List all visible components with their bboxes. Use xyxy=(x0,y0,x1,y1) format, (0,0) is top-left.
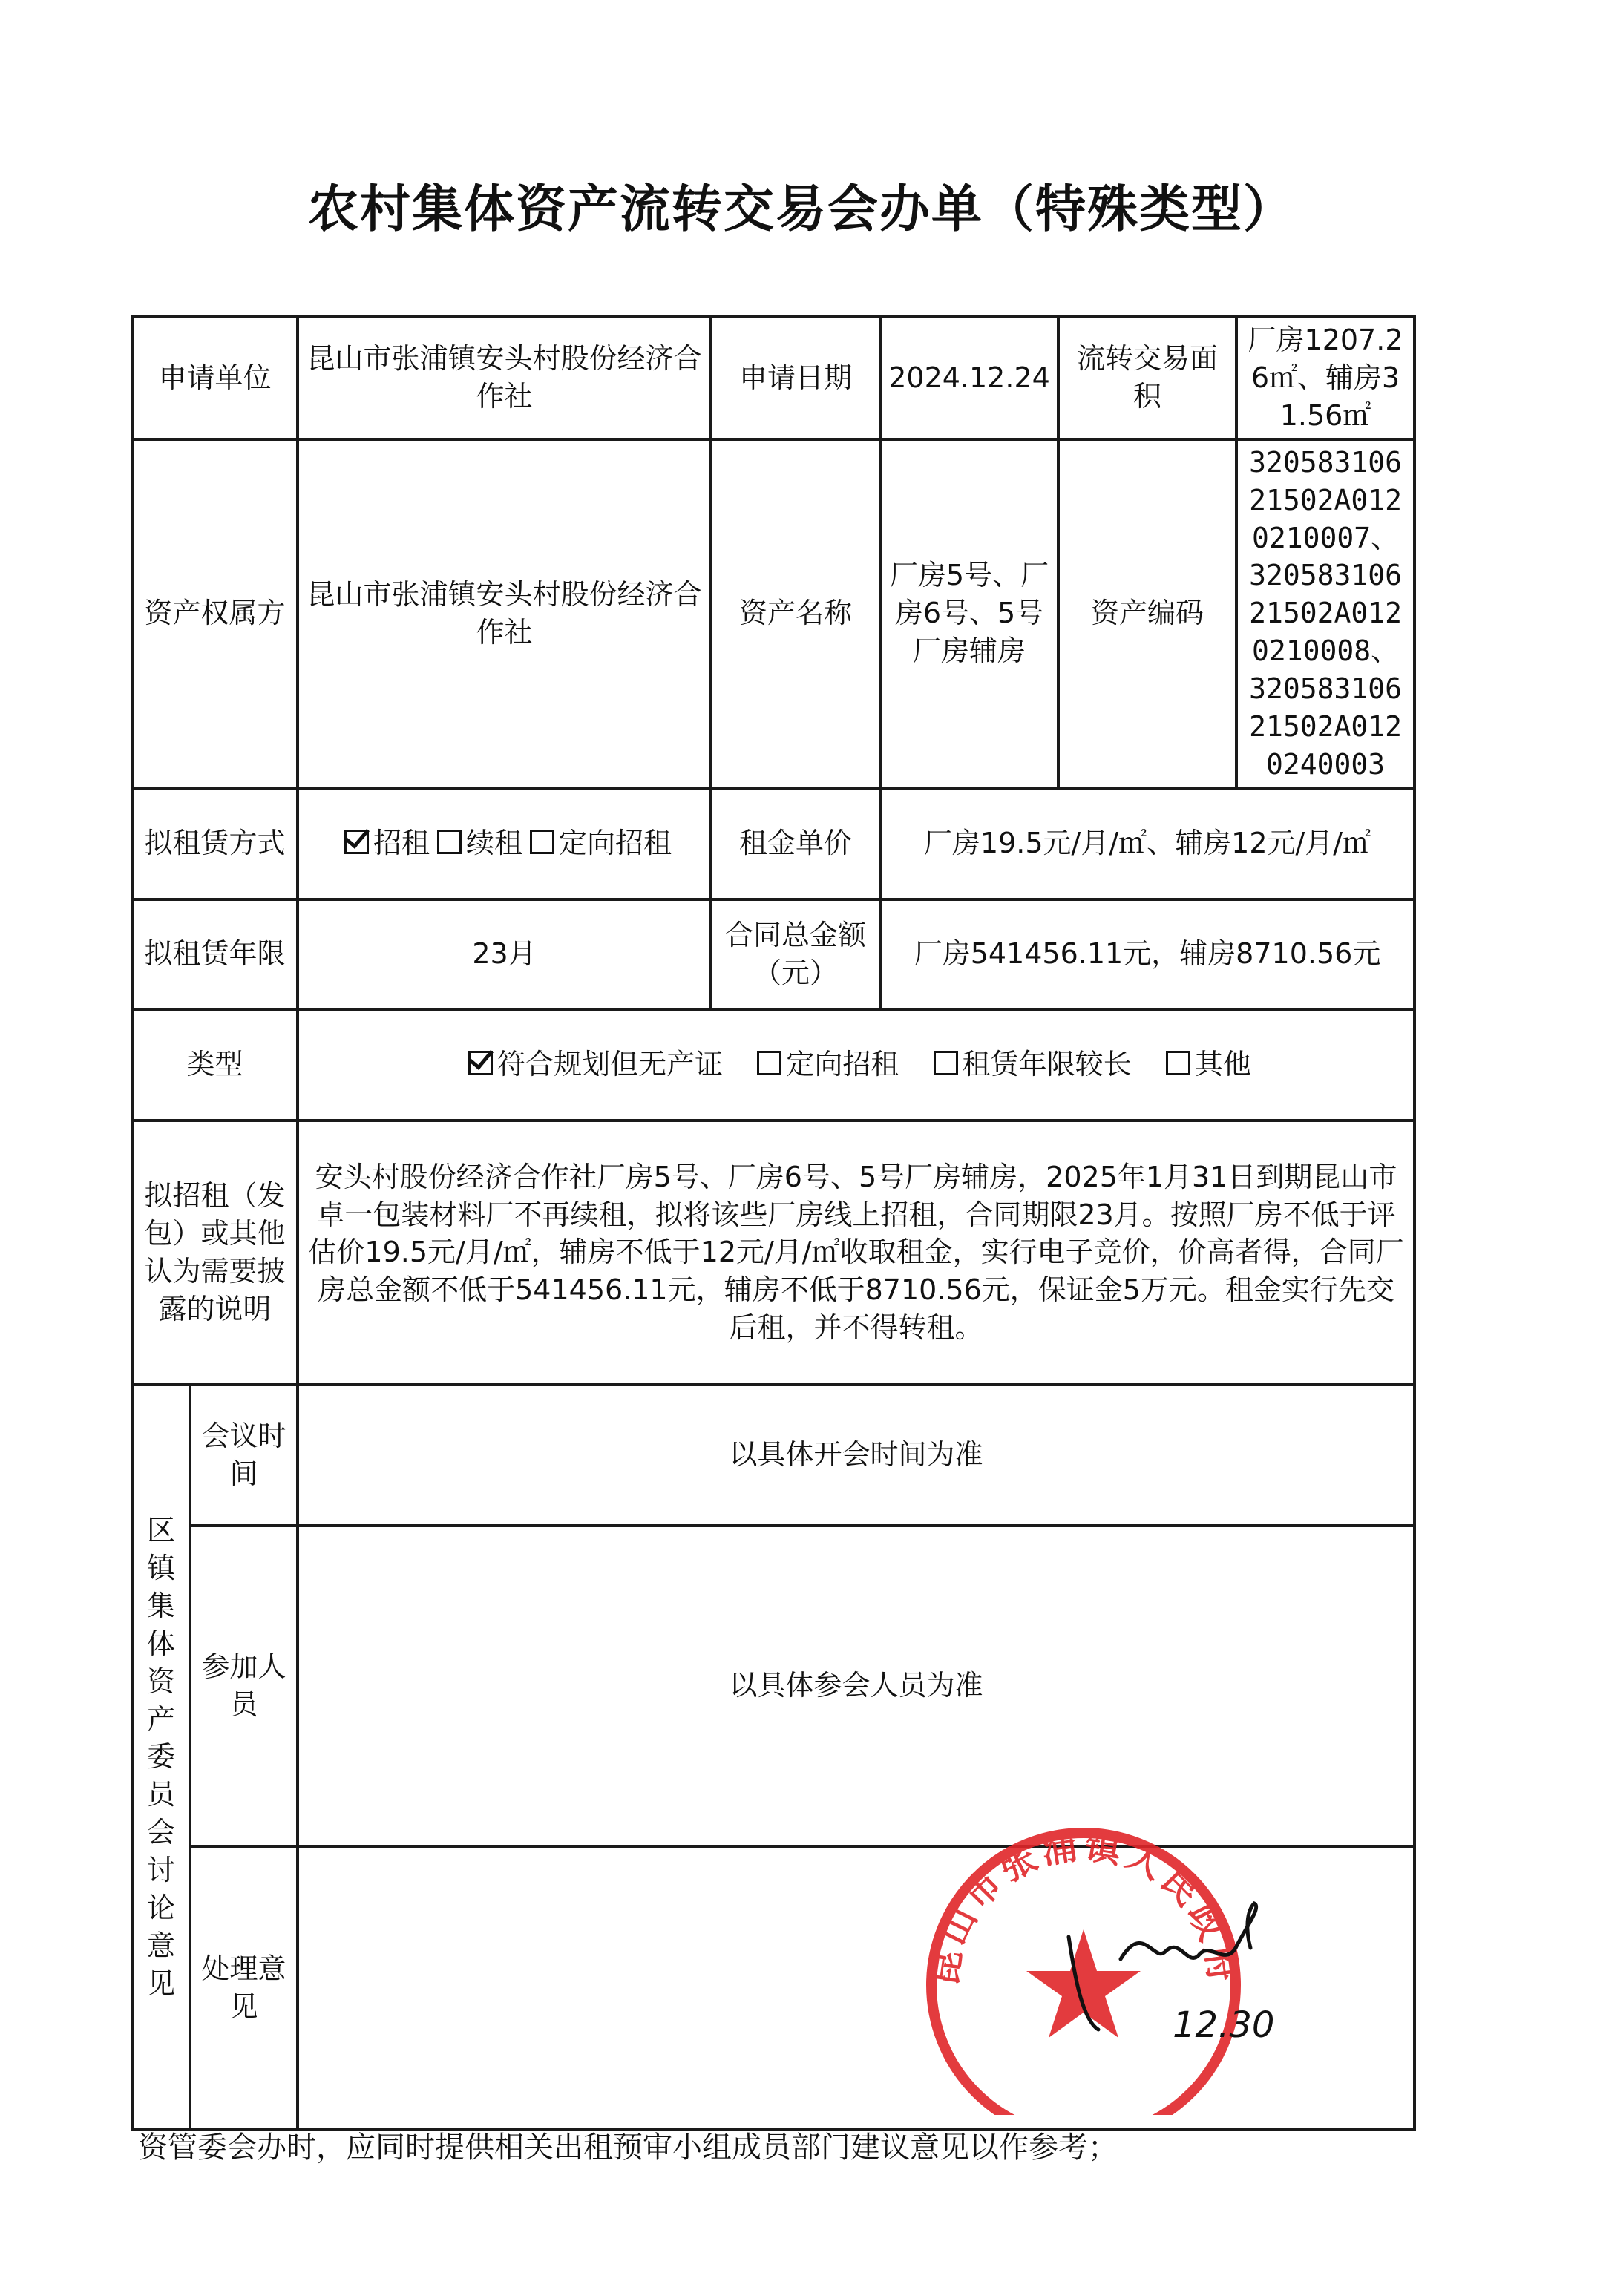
type-option-1: 符合规划但无产证 xyxy=(497,1048,724,1081)
description-value: 安头村股份经济合作社厂房5号、厂房6号、5号厂房辅房，2025年1月31日到期昆山市卓一包装材料厂不再续租，拟将该些厂房线上招租，合同期限23月。按照厂房不低于评估价19.5元/月/㎡，辅房不低于12元/月/㎡收取租金，实行电子竞价，价高者得，合同厂房总金额不低于541456.11元，辅房不低于8710.56元，保证金5万元。租金实行先交后租，并不得转租。 xyxy=(298,1121,1414,1385)
checkbox-icon[interactable] xyxy=(437,830,462,854)
lease-option-1: 招租 xyxy=(373,827,430,860)
seal-icon xyxy=(923,1825,1243,2115)
row-meeting-time xyxy=(132,1385,1414,1526)
participants-value: 以具体参会人员为准 xyxy=(298,1526,1414,1846)
apply-date-label: 申请日期 xyxy=(711,317,880,439)
checkbox-icon[interactable] xyxy=(1166,1051,1190,1075)
checkbox-checked-icon[interactable] xyxy=(468,1051,493,1075)
row-lease-mode xyxy=(132,788,1414,899)
checkbox-icon[interactable] xyxy=(530,830,554,854)
asset-name-label: 资产名称 xyxy=(711,439,880,788)
lease-term-value: 23月 xyxy=(298,899,711,1009)
type-label: 类型 xyxy=(132,1009,298,1121)
lease-mode-options xyxy=(298,788,711,899)
document-title: 农村集体资产流转交易会办单（特殊类型） xyxy=(307,180,1295,239)
lease-term-label: 拟租赁年限 xyxy=(132,899,298,1009)
rent-unit-value: 厂房19.5元/月/㎡、辅房12元/月/㎡ xyxy=(880,788,1414,899)
type-option-4: 其他 xyxy=(1194,1048,1251,1081)
official-seal xyxy=(898,1781,1314,2115)
type-options xyxy=(298,1009,1414,1121)
apply-date-value: 2024.12.24 xyxy=(880,317,1058,439)
type-option-2: 定向招租 xyxy=(786,1048,899,1081)
contract-total-label: 合同总金额（元） xyxy=(711,899,880,1009)
row-type xyxy=(132,1009,1414,1121)
rent-unit-label: 租金单价 xyxy=(711,788,880,899)
area-value: 厂房1207.26㎡、辅房31.56㎡ xyxy=(1236,317,1414,439)
footer-note: 资管委会办时，应同时提供相关出租预审小组成员部门建议意见以作参考； xyxy=(138,2131,1118,2165)
row-description xyxy=(132,1121,1414,1385)
row-owner xyxy=(132,439,1414,788)
description-label: 拟招租（发包）或其他认为需要披露的说明 xyxy=(132,1121,298,1385)
lease-mode-label: 拟租赁方式 xyxy=(132,788,298,899)
owner-value: 昆山市张浦镇安头村股份经济合作社 xyxy=(298,439,711,788)
meeting-time-label: 会议时间 xyxy=(190,1385,298,1526)
asset-name-value: 厂房5号、厂房6号、5号厂房辅房 xyxy=(880,439,1058,788)
checkbox-icon[interactable] xyxy=(934,1051,958,1075)
opinion-label: 处理意见 xyxy=(190,1846,298,2130)
checkbox-icon[interactable] xyxy=(757,1051,781,1075)
participants-label: 参加人员 xyxy=(190,1526,298,1846)
row-applicant xyxy=(132,317,1414,439)
asset-code-label: 资产编码 xyxy=(1058,439,1236,788)
contract-total-value: 厂房541456.11元，辅房8710.56元 xyxy=(880,899,1414,1009)
signature-date: 12.30 xyxy=(1173,2004,1275,2046)
committee-label: 区镇集体资产委员会讨论意见 xyxy=(132,1385,190,2130)
applicant-label: 申请单位 xyxy=(132,317,298,439)
asset-code-value: 32058310621502A0120210007、32058310621502A0120210008、32058310621502A0120240003 xyxy=(1236,439,1414,788)
seal-text: 昆山市张浦镇人民政府 xyxy=(923,1825,1244,1989)
row-lease-term xyxy=(132,899,1414,1009)
meeting-time-value: 以具体开会时间为准 xyxy=(298,1385,1414,1526)
lease-option-3: 定向招租 xyxy=(559,827,672,860)
type-option-3: 租赁年限较长 xyxy=(962,1048,1132,1081)
owner-label: 资产权属方 xyxy=(132,439,298,788)
area-label: 流转交易面积 xyxy=(1058,317,1236,439)
checkbox-checked-icon[interactable] xyxy=(344,830,369,854)
applicant-value: 昆山市张浦镇安头村股份经济合作社 xyxy=(298,317,711,439)
lease-option-2: 续租 xyxy=(466,827,523,860)
